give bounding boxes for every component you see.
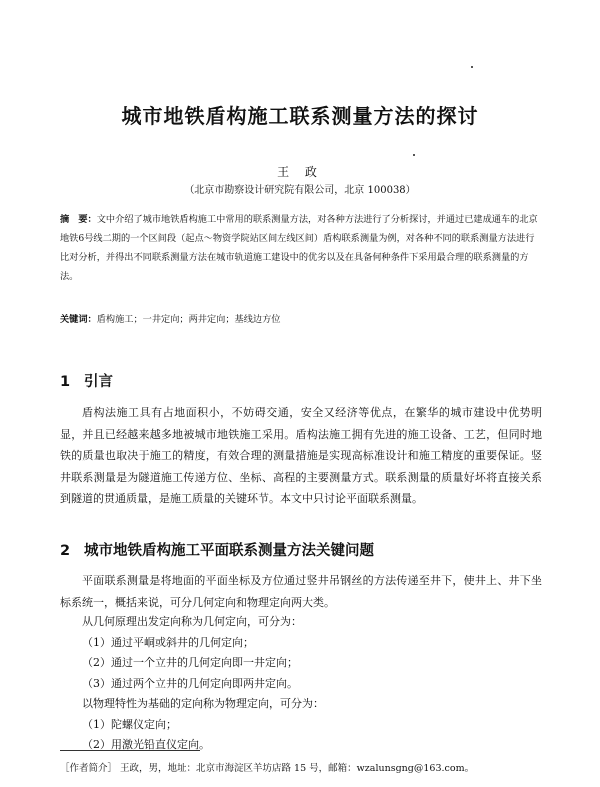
author-affiliation: （北京市勘察设计研究院有限公司，北京 100038） (184, 185, 416, 196)
abstract-label: 摘 要： (60, 214, 97, 225)
section-2-title: 城市地铁盾构施工平面联系测量方法关键问题 (84, 543, 374, 559)
keywords (60, 312, 542, 328)
abstract (60, 210, 542, 286)
list-item: （2）用激光铅直仪定向。 (82, 738, 210, 751)
scan-speck (413, 154, 415, 156)
orientation-method-list (60, 612, 542, 756)
list-item: （1）通过平峒或斜井的几何定向； (82, 635, 254, 649)
footnote-divider (60, 750, 200, 751)
abstract-text: 文中介绍了城市地铁盾构施工中常用的联系测量方法，对各种方法进行了分析探讨，并通过已建成通车的北京地铁6号线二期的一个区间段（起点～物资学院站区间左线区间）盾构联系测量为例，对各种不同的联系测量方法进行比对分析，并得出不同联系测量方法在城市轨道施工建设中的优劣以及在具备何种条件下采用最合理的联系测量的方法。 (60, 214, 538, 282)
section-2-number: 2 (60, 543, 71, 559)
list-item: （1）陀螺仪定向； (82, 717, 177, 731)
author-name: 王 政 (277, 165, 323, 179)
keywords-text: 盾构施工；一井定向；两井定向；基线边方位 (96, 314, 281, 325)
section-2-heading (60, 539, 374, 560)
section-1-title: 引言 (84, 374, 113, 390)
section-2-paragraph: 平面联系测量是将地面的平面坐标及方位通过竖井吊钢丝的方法传递至井下，使井上、井下坐标系统一，概括来说，可分几何定向和物理定向两大类。 (60, 574, 542, 609)
scan-speck (471, 66, 473, 68)
author-footnote: ［作者简介］ 王政，男，地址：北京市海淀区羊坊店路 15 号，邮箱：wzalunsgng@163.com。 (60, 763, 475, 774)
keywords-label: 关键词： (60, 314, 97, 325)
list-item: （3）通过两个立井的几何定向即两井定向。 (82, 676, 298, 690)
paper-title: 城市地铁盾构施工联系测量方法的探讨 (121, 104, 479, 128)
section-1-number: 1 (60, 374, 71, 390)
section-1-heading (60, 370, 113, 391)
list-item: （2）通过一个立井的几何定向即一井定向； (82, 656, 298, 669)
section-1-paragraph: 盾构法施工具有占地面积小，不妨碍交通，安全又经济等优点，在繁华的城市建设中优势明显，并且已经越来越多地被城市地铁施工采用。盾构法施工拥有先进的施工设备、工艺，但同时地铁的质量也取决于施工的精度，有效合理的测量措施是实现高标准设计和施工精度的重要保证。竖井联系测量是为隧道施工传递方位、坐标、高程的主要测量方式。联系测量的质量好坏将直接关系到隧道的贯通质量，是施工质量的关键环节。本文中只讨论平面联系测量。 (60, 406, 542, 505)
list-item: 从几何原理出发定向称为几何定向，可分为： (82, 615, 302, 628)
list-item: 以物理特性为基础的定向称为物理定向，可分为： (82, 697, 324, 710)
